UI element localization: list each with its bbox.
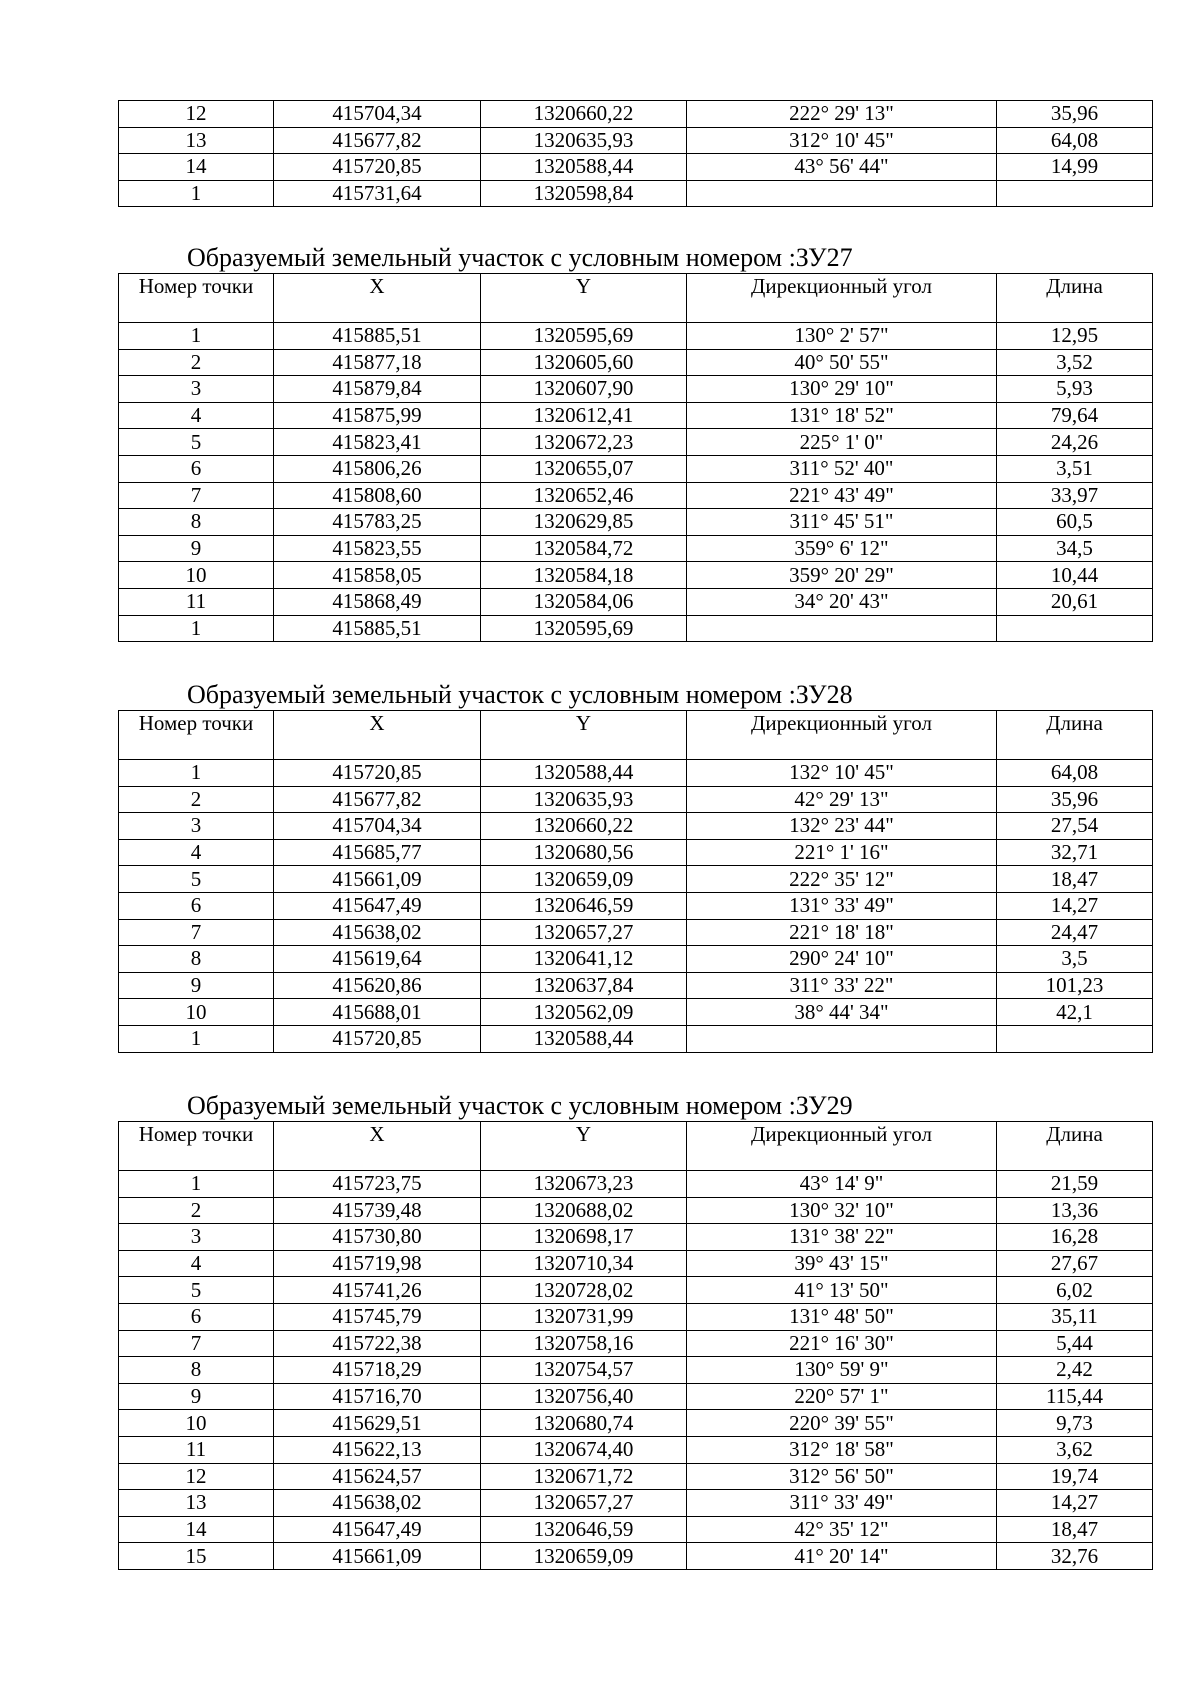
length-cell: 18,47: [997, 866, 1153, 893]
length-cell: 14,27: [997, 1490, 1153, 1517]
y-coordinate-cell: 1320605,60: [481, 349, 687, 376]
table-row: [119, 839, 1153, 866]
bearing-angle-cell: 131° 38' 22": [687, 1224, 997, 1251]
header-num: Номер точки: [119, 711, 274, 760]
table-row: [119, 482, 1153, 509]
point-number-cell: 3: [119, 376, 274, 403]
bearing-angle-cell: 221° 43' 49": [687, 482, 997, 509]
y-coordinate-cell: 1320635,93: [481, 127, 687, 154]
length-cell: [997, 180, 1153, 207]
length-cell: 24,26: [997, 429, 1153, 456]
y-coordinate-cell: 1320595,69: [481, 323, 687, 350]
length-cell: 13,36: [997, 1197, 1153, 1224]
length-cell: 115,44: [997, 1383, 1153, 1410]
bearing-angle-cell: 130° 59' 9": [687, 1357, 997, 1384]
x-coordinate-cell: 415806,26: [274, 455, 481, 482]
bearing-angle-cell: 311° 52' 40": [687, 455, 997, 482]
point-number-cell: 4: [119, 839, 274, 866]
bearing-angle-cell: 41° 13' 50": [687, 1277, 997, 1304]
bearing-angle-cell: 132° 10' 45": [687, 760, 997, 787]
table-row: [119, 1025, 1153, 1052]
bearing-angle-cell: 131° 33' 49": [687, 892, 997, 919]
point-number-cell: 3: [119, 813, 274, 840]
y-coordinate-cell: 1320756,40: [481, 1383, 687, 1410]
length-cell: 32,76: [997, 1543, 1153, 1570]
y-coordinate-cell: 1320688,02: [481, 1197, 687, 1224]
table-row: [119, 376, 1153, 403]
length-cell: 3,52: [997, 349, 1153, 376]
length-cell: 19,74: [997, 1463, 1153, 1490]
table-row: [119, 919, 1153, 946]
x-coordinate-cell: 415885,51: [274, 323, 481, 350]
bearing-angle-cell: 290° 24' 10": [687, 946, 997, 973]
point-number-cell: 14: [119, 154, 274, 181]
bearing-angle-cell: 312° 56' 50": [687, 1463, 997, 1490]
header-length: Длина: [997, 1122, 1153, 1171]
coordinates-table-zu27: [118, 273, 1152, 642]
point-number-cell: 2: [119, 1197, 274, 1224]
length-cell: 35,96: [997, 101, 1153, 128]
bearing-angle-cell: 221° 1' 16": [687, 839, 997, 866]
bearing-angle-cell: [687, 1025, 997, 1052]
table-row: [119, 509, 1153, 536]
bearing-angle-cell: 311° 33' 49": [687, 1490, 997, 1517]
point-number-cell: 1: [119, 180, 274, 207]
length-cell: 3,51: [997, 455, 1153, 482]
point-number-cell: 7: [119, 482, 274, 509]
header-angle: Дирекционный угол: [687, 711, 997, 760]
table-row: [119, 1224, 1153, 1251]
continuation-table: [118, 100, 1152, 207]
y-coordinate-cell: 1320584,06: [481, 588, 687, 615]
x-coordinate-cell: 415647,49: [274, 892, 481, 919]
section-title-zu29: Образуемый земельный участок с условным номером :ЗУ29: [187, 1091, 853, 1120]
y-coordinate-cell: 1320673,23: [481, 1171, 687, 1198]
length-cell: 33,97: [997, 482, 1153, 509]
length-cell: 60,5: [997, 509, 1153, 536]
table-row: [119, 972, 1153, 999]
header-num: Номер точки: [119, 274, 274, 323]
x-coordinate-cell: 415638,02: [274, 919, 481, 946]
point-number-cell: 11: [119, 1436, 274, 1463]
header-length: Длина: [997, 274, 1153, 323]
table-row: [119, 1171, 1153, 1198]
coordinates-table-zu29: [118, 1121, 1152, 1570]
length-cell: [997, 615, 1153, 642]
x-coordinate-cell: 415718,29: [274, 1357, 481, 1384]
y-coordinate-cell: 1320659,09: [481, 866, 687, 893]
x-coordinate-cell: 415739,48: [274, 1197, 481, 1224]
point-number-cell: 9: [119, 972, 274, 999]
length-cell: 5,44: [997, 1330, 1153, 1357]
point-number-cell: 6: [119, 455, 274, 482]
bearing-angle-cell: 311° 45' 51": [687, 509, 997, 536]
y-coordinate-cell: 1320646,59: [481, 892, 687, 919]
bearing-angle-cell: [687, 615, 997, 642]
length-cell: 5,93: [997, 376, 1153, 403]
length-cell: 64,08: [997, 760, 1153, 787]
length-cell: 14,27: [997, 892, 1153, 919]
x-coordinate-cell: 415622,13: [274, 1436, 481, 1463]
table-header-row: [119, 711, 1153, 760]
bearing-angle-cell: 311° 33' 22": [687, 972, 997, 999]
x-coordinate-cell: 415868,49: [274, 588, 481, 615]
point-number-cell: 8: [119, 509, 274, 536]
point-number-cell: 8: [119, 946, 274, 973]
point-number-cell: 5: [119, 429, 274, 456]
table-row: [119, 455, 1153, 482]
bearing-angle-cell: 312° 18' 58": [687, 1436, 997, 1463]
length-cell: 20,61: [997, 588, 1153, 615]
x-coordinate-cell: 415720,85: [274, 760, 481, 787]
table-row: [119, 1490, 1153, 1517]
table-row: [119, 1277, 1153, 1304]
y-coordinate-cell: 1320674,40: [481, 1436, 687, 1463]
header-angle: Дирекционный угол: [687, 1122, 997, 1171]
point-number-cell: 6: [119, 1303, 274, 1330]
bearing-angle-cell: 220° 39' 55": [687, 1410, 997, 1437]
table-row: [119, 1543, 1153, 1570]
y-coordinate-cell: 1320641,12: [481, 946, 687, 973]
y-coordinate-cell: 1320754,57: [481, 1357, 687, 1384]
point-number-cell: 1: [119, 323, 274, 350]
y-coordinate-cell: 1320660,22: [481, 101, 687, 128]
header-x: X: [274, 1122, 481, 1171]
x-coordinate-cell: 415885,51: [274, 615, 481, 642]
y-coordinate-cell: 1320680,56: [481, 839, 687, 866]
length-cell: 101,23: [997, 972, 1153, 999]
x-coordinate-cell: 415688,01: [274, 999, 481, 1026]
section-title-zu27: Образуемый земельный участок с условным номером :ЗУ27: [187, 243, 853, 272]
header-num: Номер точки: [119, 1122, 274, 1171]
point-number-cell: 10: [119, 562, 274, 589]
x-coordinate-cell: 415808,60: [274, 482, 481, 509]
point-number-cell: 7: [119, 919, 274, 946]
length-cell: 21,59: [997, 1171, 1153, 1198]
length-cell: 9,73: [997, 1410, 1153, 1437]
bearing-angle-cell: 222° 35' 12": [687, 866, 997, 893]
x-coordinate-cell: 415620,86: [274, 972, 481, 999]
x-coordinate-cell: 415704,34: [274, 813, 481, 840]
point-number-cell: 9: [119, 535, 274, 562]
y-coordinate-cell: 1320660,22: [481, 813, 687, 840]
y-coordinate-cell: 1320588,44: [481, 1025, 687, 1052]
y-coordinate-cell: 1320588,44: [481, 154, 687, 181]
x-coordinate-cell: 415720,85: [274, 154, 481, 181]
table-row: [119, 1330, 1153, 1357]
point-number-cell: 11: [119, 588, 274, 615]
table-row: [119, 1197, 1153, 1224]
point-number-cell: 10: [119, 1410, 274, 1437]
bearing-angle-cell: 130° 32' 10": [687, 1197, 997, 1224]
bearing-angle-cell: 34° 20' 43": [687, 588, 997, 615]
y-coordinate-cell: 1320629,85: [481, 509, 687, 536]
table-header-row: [119, 1122, 1153, 1171]
length-cell: 6,02: [997, 1277, 1153, 1304]
length-cell: 3,5: [997, 946, 1153, 973]
table-row: [119, 866, 1153, 893]
x-coordinate-cell: 415647,49: [274, 1516, 481, 1543]
length-cell: 14,99: [997, 154, 1153, 181]
point-number-cell: 12: [119, 1463, 274, 1490]
y-coordinate-cell: 1320655,07: [481, 455, 687, 482]
table-row: [119, 1436, 1153, 1463]
y-coordinate-cell: 1320635,93: [481, 786, 687, 813]
table-row: [119, 1410, 1153, 1437]
bearing-angle-cell: 131° 48' 50": [687, 1303, 997, 1330]
y-coordinate-cell: 1320562,09: [481, 999, 687, 1026]
y-coordinate-cell: 1320710,34: [481, 1250, 687, 1277]
x-coordinate-cell: 415661,09: [274, 1543, 481, 1570]
table-row: [119, 1250, 1153, 1277]
table-header-row: [119, 274, 1153, 323]
length-cell: 35,11: [997, 1303, 1153, 1330]
bearing-angle-cell: 225° 1' 0": [687, 429, 997, 456]
section-title-zu28: Образуемый земельный участок с условным номером :ЗУ28: [187, 680, 853, 709]
point-number-cell: 1: [119, 760, 274, 787]
table-row: [119, 1463, 1153, 1490]
point-number-cell: 15: [119, 1543, 274, 1570]
x-coordinate-cell: 415858,05: [274, 562, 481, 589]
y-coordinate-cell: 1320758,16: [481, 1330, 687, 1357]
y-coordinate-cell: 1320659,09: [481, 1543, 687, 1570]
x-coordinate-cell: 415638,02: [274, 1490, 481, 1517]
x-coordinate-cell: 415723,75: [274, 1171, 481, 1198]
x-coordinate-cell: 415722,38: [274, 1330, 481, 1357]
y-coordinate-cell: 1320657,27: [481, 919, 687, 946]
y-coordinate-cell: 1320728,02: [481, 1277, 687, 1304]
bearing-angle-cell: 359° 6' 12": [687, 535, 997, 562]
table-row: [119, 562, 1153, 589]
y-coordinate-cell: 1320612,41: [481, 402, 687, 429]
point-number-cell: 6: [119, 892, 274, 919]
point-number-cell: 5: [119, 866, 274, 893]
table-row: [119, 760, 1153, 787]
bearing-angle-cell: 312° 10' 45": [687, 127, 997, 154]
point-number-cell: 1: [119, 1171, 274, 1198]
length-cell: 27,67: [997, 1250, 1153, 1277]
table-row: [119, 429, 1153, 456]
point-number-cell: 4: [119, 1250, 274, 1277]
table-row: [119, 127, 1153, 154]
y-coordinate-cell: 1320671,72: [481, 1463, 687, 1490]
point-number-cell: 2: [119, 786, 274, 813]
length-cell: [997, 1025, 1153, 1052]
bearing-angle-cell: 130° 29' 10": [687, 376, 997, 403]
length-cell: 27,54: [997, 813, 1153, 840]
length-cell: 79,64: [997, 402, 1153, 429]
bearing-angle-cell: 42° 35' 12": [687, 1516, 997, 1543]
y-coordinate-cell: 1320595,69: [481, 615, 687, 642]
y-coordinate-cell: 1320584,72: [481, 535, 687, 562]
y-coordinate-cell: 1320731,99: [481, 1303, 687, 1330]
point-number-cell: 2: [119, 349, 274, 376]
y-coordinate-cell: 1320607,90: [481, 376, 687, 403]
table-row: [119, 946, 1153, 973]
bearing-angle-cell: 132° 23' 44": [687, 813, 997, 840]
header-length: Длина: [997, 711, 1153, 760]
table-row: [119, 323, 1153, 350]
x-coordinate-cell: 415875,99: [274, 402, 481, 429]
table-row: [119, 999, 1153, 1026]
length-cell: 10,44: [997, 562, 1153, 589]
coordinates-table-zu28: [118, 710, 1152, 1053]
y-coordinate-cell: 1320672,23: [481, 429, 687, 456]
table-row: [119, 588, 1153, 615]
bearing-angle-cell: 43° 14' 9": [687, 1171, 997, 1198]
bearing-angle-cell: 221° 18' 18": [687, 919, 997, 946]
bearing-angle-cell: 220° 57' 1": [687, 1383, 997, 1410]
table-row: [119, 892, 1153, 919]
length-cell: 64,08: [997, 127, 1153, 154]
header-x: X: [274, 711, 481, 760]
bearing-angle-cell: 221° 16' 30": [687, 1330, 997, 1357]
point-number-cell: 5: [119, 1277, 274, 1304]
x-coordinate-cell: 415731,64: [274, 180, 481, 207]
x-coordinate-cell: 415823,55: [274, 535, 481, 562]
x-coordinate-cell: 415624,57: [274, 1463, 481, 1490]
x-coordinate-cell: 415720,85: [274, 1025, 481, 1052]
x-coordinate-cell: 415629,51: [274, 1410, 481, 1437]
x-coordinate-cell: 415823,41: [274, 429, 481, 456]
point-number-cell: 13: [119, 127, 274, 154]
x-coordinate-cell: 415677,82: [274, 786, 481, 813]
x-coordinate-cell: 415877,18: [274, 349, 481, 376]
point-number-cell: 10: [119, 999, 274, 1026]
table-row: [119, 615, 1153, 642]
header-y: Y: [481, 274, 687, 323]
x-coordinate-cell: 415677,82: [274, 127, 481, 154]
x-coordinate-cell: 415745,79: [274, 1303, 481, 1330]
x-coordinate-cell: 415719,98: [274, 1250, 481, 1277]
table-row: [119, 1303, 1153, 1330]
header-y: Y: [481, 1122, 687, 1171]
length-cell: 18,47: [997, 1516, 1153, 1543]
point-number-cell: 7: [119, 1330, 274, 1357]
y-coordinate-cell: 1320652,46: [481, 482, 687, 509]
x-coordinate-cell: 415879,84: [274, 376, 481, 403]
y-coordinate-cell: 1320584,18: [481, 562, 687, 589]
point-number-cell: 9: [119, 1383, 274, 1410]
point-number-cell: 13: [119, 1490, 274, 1517]
bearing-angle-cell: 38° 44' 34": [687, 999, 997, 1026]
point-number-cell: 3: [119, 1224, 274, 1251]
table-row: [119, 1357, 1153, 1384]
length-cell: 32,71: [997, 839, 1153, 866]
table-row: [119, 154, 1153, 181]
bearing-angle-cell: 41° 20' 14": [687, 1543, 997, 1570]
x-coordinate-cell: 415685,77: [274, 839, 481, 866]
table-row: [119, 535, 1153, 562]
table-row: [119, 813, 1153, 840]
y-coordinate-cell: 1320598,84: [481, 180, 687, 207]
length-cell: 3,62: [997, 1436, 1153, 1463]
x-coordinate-cell: 415716,70: [274, 1383, 481, 1410]
y-coordinate-cell: 1320657,27: [481, 1490, 687, 1517]
table-row: [119, 101, 1153, 128]
bearing-angle-cell: [687, 180, 997, 207]
x-coordinate-cell: 415741,26: [274, 1277, 481, 1304]
y-coordinate-cell: 1320637,84: [481, 972, 687, 999]
header-y: Y: [481, 711, 687, 760]
y-coordinate-cell: 1320588,44: [481, 760, 687, 787]
x-coordinate-cell: 415704,34: [274, 101, 481, 128]
point-number-cell: 1: [119, 1025, 274, 1052]
length-cell: 12,95: [997, 323, 1153, 350]
length-cell: 16,28: [997, 1224, 1153, 1251]
point-number-cell: 1: [119, 615, 274, 642]
length-cell: 34,5: [997, 535, 1153, 562]
length-cell: 35,96: [997, 786, 1153, 813]
x-coordinate-cell: 415661,09: [274, 866, 481, 893]
header-x: X: [274, 274, 481, 323]
point-number-cell: 14: [119, 1516, 274, 1543]
bearing-angle-cell: 39° 43' 15": [687, 1250, 997, 1277]
point-number-cell: 12: [119, 101, 274, 128]
bearing-angle-cell: 40° 50' 55": [687, 349, 997, 376]
point-number-cell: 8: [119, 1357, 274, 1384]
bearing-angle-cell: 222° 29' 13": [687, 101, 997, 128]
point-number-cell: 4: [119, 402, 274, 429]
table-row: [119, 786, 1153, 813]
bearing-angle-cell: 42° 29' 13": [687, 786, 997, 813]
x-coordinate-cell: 415619,64: [274, 946, 481, 973]
table-row: [119, 1383, 1153, 1410]
y-coordinate-cell: 1320680,74: [481, 1410, 687, 1437]
length-cell: 24,47: [997, 919, 1153, 946]
length-cell: 2,42: [997, 1357, 1153, 1384]
bearing-angle-cell: 130° 2' 57": [687, 323, 997, 350]
bearing-angle-cell: 131° 18' 52": [687, 402, 997, 429]
bearing-angle-cell: 43° 56' 44": [687, 154, 997, 181]
table-row: [119, 402, 1153, 429]
length-cell: 42,1: [997, 999, 1153, 1026]
bearing-angle-cell: 359° 20' 29": [687, 562, 997, 589]
x-coordinate-cell: 415783,25: [274, 509, 481, 536]
table-row: [119, 1516, 1153, 1543]
table-row: [119, 180, 1153, 207]
table-row: [119, 349, 1153, 376]
y-coordinate-cell: 1320646,59: [481, 1516, 687, 1543]
x-coordinate-cell: 415730,80: [274, 1224, 481, 1251]
header-angle: Дирекционный угол: [687, 274, 997, 323]
y-coordinate-cell: 1320698,17: [481, 1224, 687, 1251]
